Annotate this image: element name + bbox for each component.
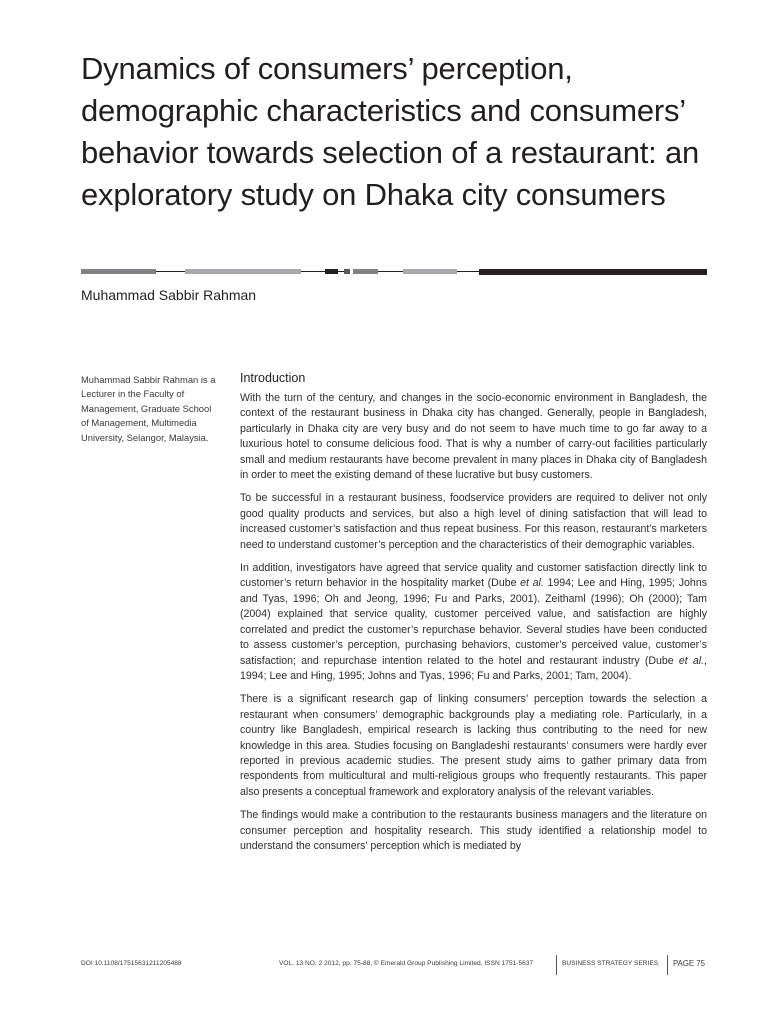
rule-segment (457, 271, 479, 272)
rule-segment (301, 271, 325, 272)
footer-series: BUSINESS STRATEGY SERIES (562, 960, 659, 967)
author-bio: Muhammad Sabbir Rahman is a Lecturer in the Faculty of Management, Graduate School of Management, Multimedia University, Selangor, Malaysia. (81, 374, 216, 443)
paragraph-text: 1994; Lee and Hing, 1995; Johns and Tyas, 1996; Oh and Jeong, 1996; Fu and Parks, 2001). Zeithaml (1996); Oh (2000); Tam (2004) explained that service quality, customer perceived value, and satisfaction are highly correlated and predict the customer’s repurchase behavior. Several studies have been conducted to assess customer’s perception, purchasing behaviors, customer’s perceived value, customer’s satisfaction; and repurchase intention related to the hotel and restaurant industry (Dube (240, 577, 708, 667)
paragraph-text: In addition, investigators have agreed that service quality and customer satisfaction directly link to customer’s return behavior in the hospitality market (Dube (240, 562, 707, 590)
title-rule (81, 269, 707, 275)
rule-segment (378, 271, 403, 272)
paragraph: The findings would make a contribution to the restaurants business managers and the literature on consumer perception and hospitality research. This study identified a relationship model to understand the consumers’ perception which is mediated by (240, 809, 707, 852)
rule-segment (156, 271, 185, 272)
page-footer (81, 955, 707, 975)
rule-segment (344, 269, 350, 274)
paragraph: To be successful in a restaurant business, foodservice providers are required to deliver not only good quality products and services, but also a high level of dining satisfaction that will lead to increased customer’s satisfaction and thus repeat business. For this reason, restaurant’s marketers need to understand customer’s perception and the characteristics of their demographic variables. (240, 492, 707, 551)
rule-segment (185, 269, 301, 274)
author-name: Muhammad Sabbir Rahman (81, 287, 257, 303)
footer-divider (667, 955, 668, 975)
article-title: Dynamics of consumers’ perception, demographic characteristics and consumers’ behavior towards selection of a restaurant: an exploratory study on Dhaka city consumers (81, 51, 700, 212)
citation-italic: et al. (520, 577, 544, 590)
paragraph: With the turn of the century, and changes in the socio-economic environment in Bangladesh, the context of the restaurant business in Dhaka city has changed. Generally, people in Bangladesh, particularly in Dhaka city are very busy and do not seem to have much time to go far away to a luxurious hotel to consume delicious food. That is why a number of carry-out facilities particularly small and medium restaurants have become prevalent in many places in Dhaka city of Bangladesh in order to meet the existing demand of these lucrative but busy customers. (240, 392, 707, 482)
rule-segment (403, 269, 457, 274)
rule-segment (479, 269, 707, 275)
paragraph (240, 561, 707, 684)
footer-volume: VOL. 13 NO. 2 2012, pp. 75-88, © Emerald Group Publishing Limited, ISSN 1751-5637 (279, 960, 534, 967)
footer-doi: DOI 10.1108/17515631211205488 (81, 960, 182, 967)
rule-segment (325, 269, 338, 274)
paragraph: There is a significant research gap of linking consumers’ perception towards the selection a restaurant when consumers’ demographic backgrounds play a mediating role. Particularly, in a country like Bangladesh, empirical research is lacking thus contributing to the need for new knowledge in this area. Studies focusing on Bangladeshi restaurants’ consumers were hardly ever reported in previous academic studies. The present study aims to gather primary data from respondents from multicultural and multi-religious groups who frequently restaurants. This paper also presents a conceptual framework and exploratory analysis of the relevant variables. (240, 693, 707, 798)
footer-divider (556, 955, 557, 975)
paragraph-text: , 1994; Lee and Hing, 1995; Johns and Tyas, 1996; Fu and Parks, 2001; Tam, 2004). (240, 654, 707, 682)
rule-segment (81, 269, 156, 274)
citation-italic: et al. (678, 654, 705, 667)
rule-segment (353, 269, 378, 274)
footer-page-number: PAGE 75 (673, 959, 705, 968)
section-heading: Introduction (240, 371, 306, 385)
main-body (240, 371, 707, 862)
